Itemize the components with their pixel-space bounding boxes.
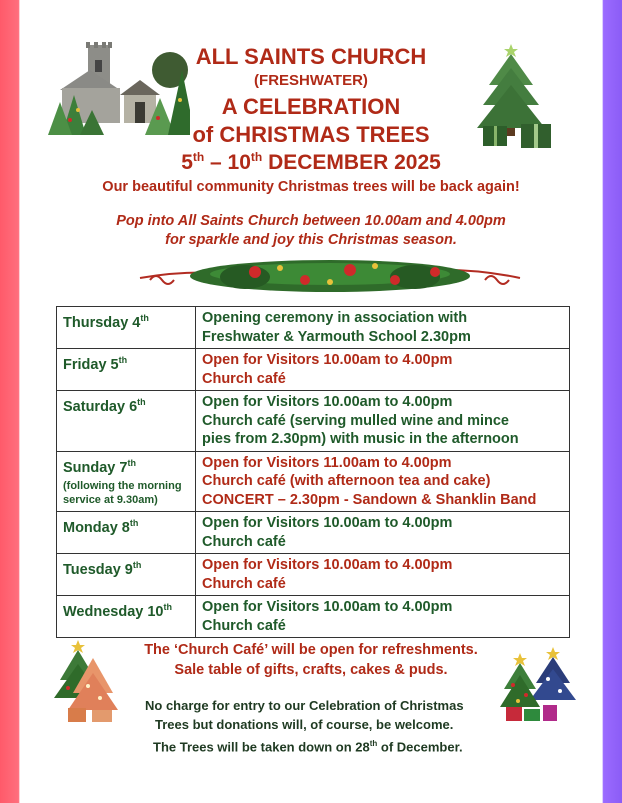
opening-hours-text: Pop into All Saints Church between 10.00am and 4.00pm for sparkle and joy this Christmas season. [116, 213, 506, 248]
schedule-detail-line: Open for Visitors 10.00am to 4.00pm [202, 352, 453, 368]
schedule-row [57, 451, 570, 512]
schedule-day-note: (following the morning service at 9.30am) [63, 479, 182, 506]
schedule-detail-line: Open for Visitors 10.00am to 4.00pm [202, 557, 453, 573]
schedule-detail-line: Church café (serving mulled wine and mince [202, 412, 509, 429]
church-name-heading: ALL SAINTS CHURCH [195, 44, 427, 69]
cafe-notice: The ‘Church Café’ will be open for refreshments. Sale table of gifts, crafts, cakes & puds. [144, 642, 478, 678]
schedule-day: Saturday 6th [57, 391, 196, 452]
schedule-row [57, 512, 570, 554]
schedule-detail-line: Church café [202, 617, 286, 634]
schedule-details [196, 391, 570, 452]
schedule-detail-line: Church café (with afternoon tea and cake) [202, 473, 491, 489]
schedule-details [196, 349, 570, 391]
footer-notice: No charge for entry to our Celebration of Christmas Trees but donations will, of course, be welcome. The Trees will be taken down on 28th of December. [145, 698, 464, 755]
schedule-detail-line: Open for Visitors 10.00am to 4.00pm [202, 515, 453, 531]
schedule-details [196, 307, 570, 349]
schedule-detail-line: Open for Visitors 11.00am to 4.00pm [202, 454, 452, 471]
schedule-detail-line: Church café [202, 370, 286, 387]
schedule-details [196, 512, 570, 554]
schedule-detail-line: CONCERT – 2.30pm - Sandown & Shanklin Band [202, 491, 537, 508]
schedule-day: Wednesday 10th [57, 596, 196, 638]
schedule-day: Tuesday 9th [57, 554, 196, 596]
schedule-detail-line: pies from 2.30pm) with music in the afternoon [202, 431, 519, 447]
schedule-detail-line: Freshwater & Yarmouth School 2.30pm [202, 328, 471, 345]
celebration-heading: A CELEBRATION [221, 94, 401, 119]
schedule-detail-line: Church café [202, 575, 286, 592]
schedule-row [57, 307, 570, 349]
location-subheading: (FRESHWATER) [254, 72, 368, 89]
schedule-details [196, 451, 570, 512]
schedule-day: Thursday 4th [57, 307, 196, 349]
schedule-detail-line: Open for Visitors 10.00am to 4.00pm [202, 394, 453, 410]
schedule-row [57, 349, 570, 391]
schedule-detail-line: Church café [202, 533, 286, 550]
flyer-page [20, 0, 602, 803]
intro-text: Our beautiful community Christmas trees will be back again! [102, 179, 520, 195]
schedule-details [196, 596, 570, 638]
schedule-details [196, 554, 570, 596]
schedule-day: Friday 5th [57, 349, 196, 391]
event-dates-heading: 5th – 10th DECEMBER 2025 [181, 150, 441, 174]
schedule-table [56, 306, 570, 638]
holly-garland [135, 250, 525, 300]
schedule-row [57, 554, 570, 596]
schedule-row [57, 391, 570, 452]
schedule-detail-line: Open for Visitors 10.00am to 4.00pm [202, 599, 453, 615]
christmas-trees-heading: of CHRISTMAS TREES [192, 122, 430, 147]
schedule-row [57, 596, 570, 638]
schedule-day: Monday 8th [57, 512, 196, 554]
schedule-detail-line: Opening ceremony in association with [202, 310, 468, 326]
schedule-day: Sunday 7th (following the morning service at 9.30am) [57, 451, 196, 512]
